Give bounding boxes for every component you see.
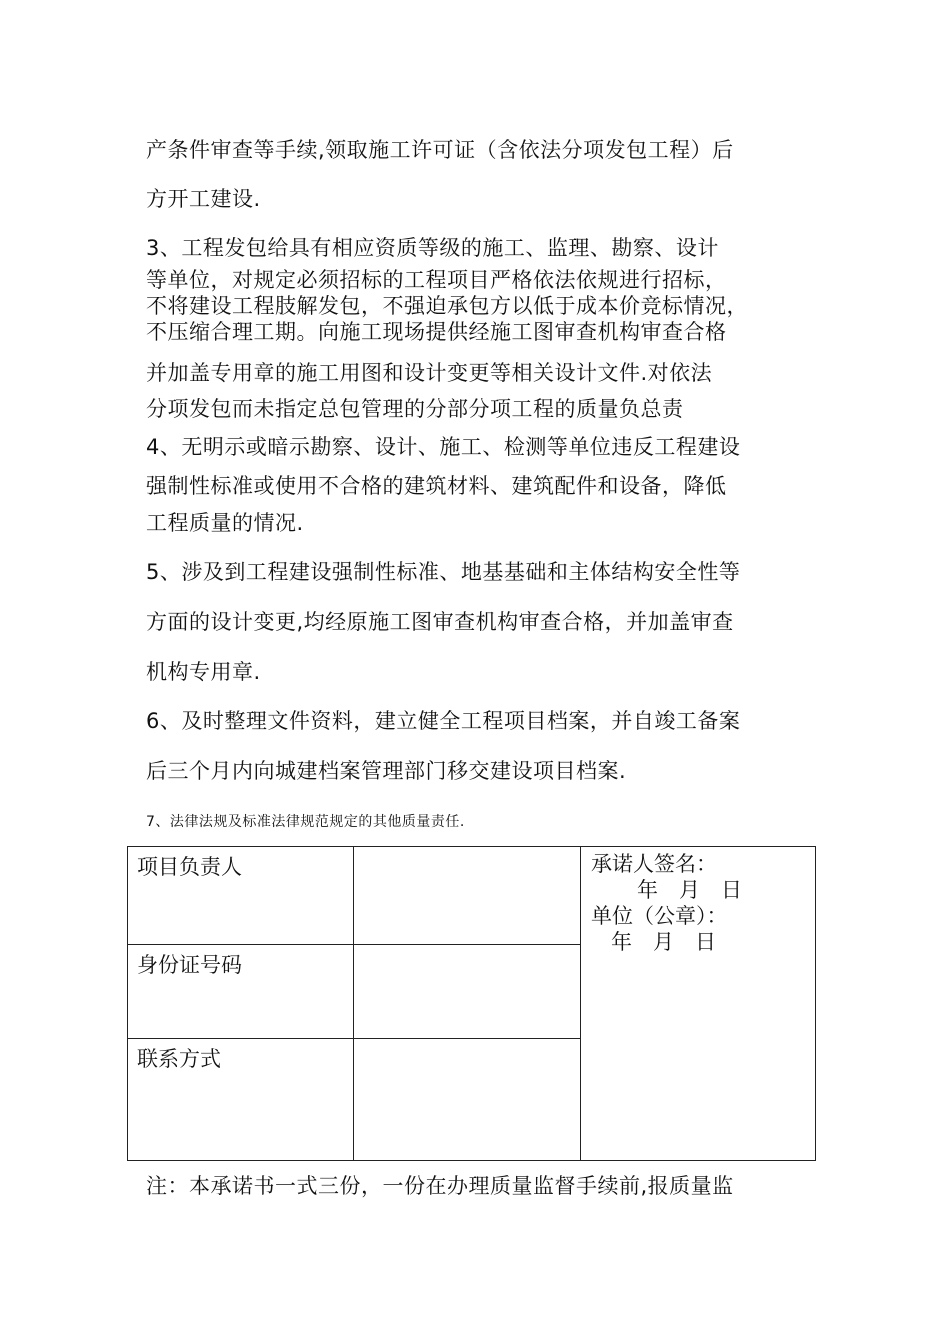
line-13: 方面的设计变更,均经原施工图审查机构审查合格，并加盖审查: [146, 610, 734, 634]
line-5: 不将建设工程肢解发包，不强迫承包方以低于成本价竞标情况，: [146, 294, 748, 318]
line-4: 等单位，对规定必须招标的工程项目严格依法依规进行招标，: [146, 268, 727, 292]
label-contact: 联系方式: [128, 1039, 354, 1161]
line-6: 不压缩合理工期。向施工现场提供经施工图审查机构审查合格: [146, 320, 727, 344]
value-project-leader: [354, 847, 581, 945]
value-contact: [354, 1039, 581, 1161]
signature-cell: [581, 847, 816, 1161]
unit-seal-label: 单位（公章）：: [591, 904, 728, 928]
sign-date: 年 月 日: [637, 878, 742, 902]
value-id-number: [354, 945, 581, 1039]
line-2: 方开工建设.: [146, 187, 261, 211]
commitment-table: [127, 846, 816, 1161]
line-10: 强制性标准或使用不合格的建筑材料、建筑配件和设备，降低: [146, 474, 727, 498]
line-16: 后三个月内向城建档案管理部门移交建设项目档案.: [146, 759, 627, 783]
line-11: 工程质量的情况.: [146, 511, 304, 535]
line-15: 6、及时整理文件资料，建立健全工程项目档案，并自竣工备案: [146, 709, 741, 733]
line-14: 机构专用章.: [146, 660, 261, 684]
line-1: 产条件审查等手续,领取施工许可证（含依法分项发包工程）后: [146, 138, 734, 162]
label-id-number: 身份证号码: [128, 945, 354, 1039]
item-7: 7、法律法规及标准法律规范规定的其他质量责任.: [146, 814, 465, 830]
line-3: 3、工程发包给具有相应资质等级的施工、监理、勘察、设计: [146, 236, 719, 260]
signer-label: 承诺人签名：: [591, 852, 717, 876]
note: 注：本承诺书一式三份，一份在办理质量监督手续前,报质量监: [146, 1174, 734, 1198]
seal-date: 年 月 日: [611, 930, 716, 954]
line-9: 4、无明示或暗示勘察、设计、施工、检测等单位违反工程建设: [146, 435, 741, 459]
line-12: 5、涉及到工程建设强制性标准、地基基础和主体结构安全性等: [146, 560, 741, 584]
label-project-leader: 项目负责人: [128, 847, 354, 945]
line-7: 并加盖专用章的施工用图和设计变更等相关设计文件.对依法: [146, 361, 713, 385]
line-8: 分项发包而未指定总包管理的分部分项工程的质量负总责: [146, 397, 684, 421]
